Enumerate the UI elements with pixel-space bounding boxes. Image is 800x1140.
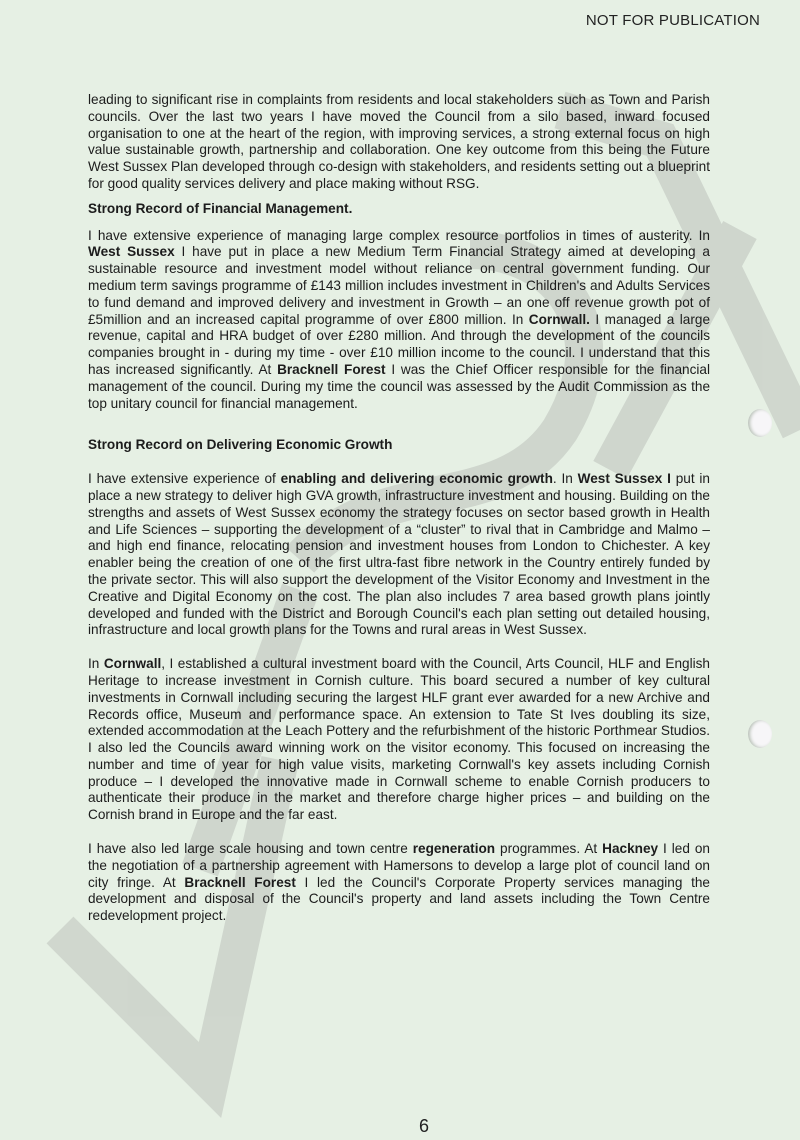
economic-heading: Strong Record on Delivering Economic Growth — [88, 437, 393, 453]
emphasis-west-sussex: West Sussex — [88, 244, 175, 260]
economic-paragraph: I have extensive experience of enabling and delivering economic growth. In West Sussex I put in place a new strategy to deliver high GVA growth, infrastructure investment and housing. Building on the strengths and assets of West Sussex economy the strategy focuses on sector based growth in Health and Life Sciences – supporting the development of a “cluster” to rival that in Cambridge and Malmo – and high end finance, relocating pension and investment houses from London to Chichester. A key enabler being the creation of one of the first ultra-fast fibre network in the Country entirely funded by the private sector. This will also support the development of the Visitor Economy and Investment in the Creative and Digital Economy on the cost. The plan also includes 7 area based growth plans jointly developed and funded with the District and Borough Council's each plan setting out detailed housing, infrastructure and local growth plans for the Towns and rural areas in West Sussex. — [88, 471, 710, 638]
document-body — [88, 92, 710, 925]
intro-paragraph: leading to significant rise in complaints from residents and local stakeholders such as Town and Parish councils. Over the last two years I have moved the Council from a silo based, inward focused organisation to one at the heart of the region, with improving services, a strong external focus on high value sustainable growth, partnership and collaboration. One key outcome from this being the Future West Sussex Plan developed through co-design with stakeholders, and residents setting out a blueprint for good quality services delivery and place making without RSG. — [88, 92, 710, 191]
emphasis-bracknell-forest: Bracknell Forest — [184, 874, 296, 890]
emphasis-regeneration: regeneration — [412, 841, 496, 857]
regeneration-paragraph: I have also led large scale housing and town centre regeneration programmes. At Hackney I led on the negotiation of a partnership agreement with Hamersons to develop a large plot of council land on city fringe. At Bracknell Forest I led the Council's Corporate Property services managing the development and disposal of the Council's property and land assets including the Town Centre redevelopment project. — [88, 841, 710, 924]
financial-heading: Strong Record of Financial Management. — [88, 200, 353, 216]
financial-paragraph: I have extensive experience of managing large complex resource portfolios in times of austerity. In West Sussex I have put in place a new Medium Term Financial Strategy aimed at developing a sustainable resource and investment model without reliance on central government funding. Our medium term savings programme of £143 million includes investment in Children's and Adults Services to fund demand and improved delivery and investment in Growth – an one off revenue growth pot of £5million and an increased capital programme of over £800 million. In Cornwall. I managed a large revenue, capital and HRA budget of over £280 million. And through the development of the councils companies brought in - during my time - over £10 million income to the council. I understand that this has increased significantly. At Bracknell Forest I was the Chief Officer responsible for the financial management of the council. During my time the council was assessed by the Audit Commission as the top unitary council for financial management. — [88, 227, 711, 411]
punch-hole — [748, 409, 772, 437]
punch-hole — [748, 720, 772, 748]
not-for-publication-label: NOT FOR PUBLICATION — [585, 12, 760, 29]
emphasis-economic-growth: enabling and delivering economic growth — [280, 471, 553, 487]
page-number: 6 — [418, 1116, 429, 1136]
cornwall-paragraph: In Cornwall, I established a cultural investment board with the Council, Arts Council, HLF and English Heritage to increase investment in Cornish culture. This board secured a number of key cultural investments in Cornwall including securing the largest HLF grant ever awarded for a new Archive and Records office, Museum and performance space. An extension to Tate St Ives doubling its size, extended accommodation at the Leach Pottery and the refurbishment of the historic Porthmear Studios. I also led the Councils award winning work on the visitor economy. This focused on increasing the number and time of year for high value visits, marketing Cornwall's key assets including Cornish produce – I developed the innovative made in Cornwall scheme to enable Cornish producers to authenticate their produce in the market and therefore charge higher prices – and building on the Cornish brand in Europe and the far east. — [88, 656, 710, 823]
emphasis-bracknell-forest: Bracknell Forest — [277, 361, 386, 377]
emphasis-cornwall: Cornwall. — [528, 311, 590, 327]
emphasis-cornwall: Cornwall — [103, 656, 162, 672]
emphasis-hackney: Hackney — [602, 841, 659, 857]
emphasis-west-sussex: West Sussex I — [577, 471, 671, 487]
